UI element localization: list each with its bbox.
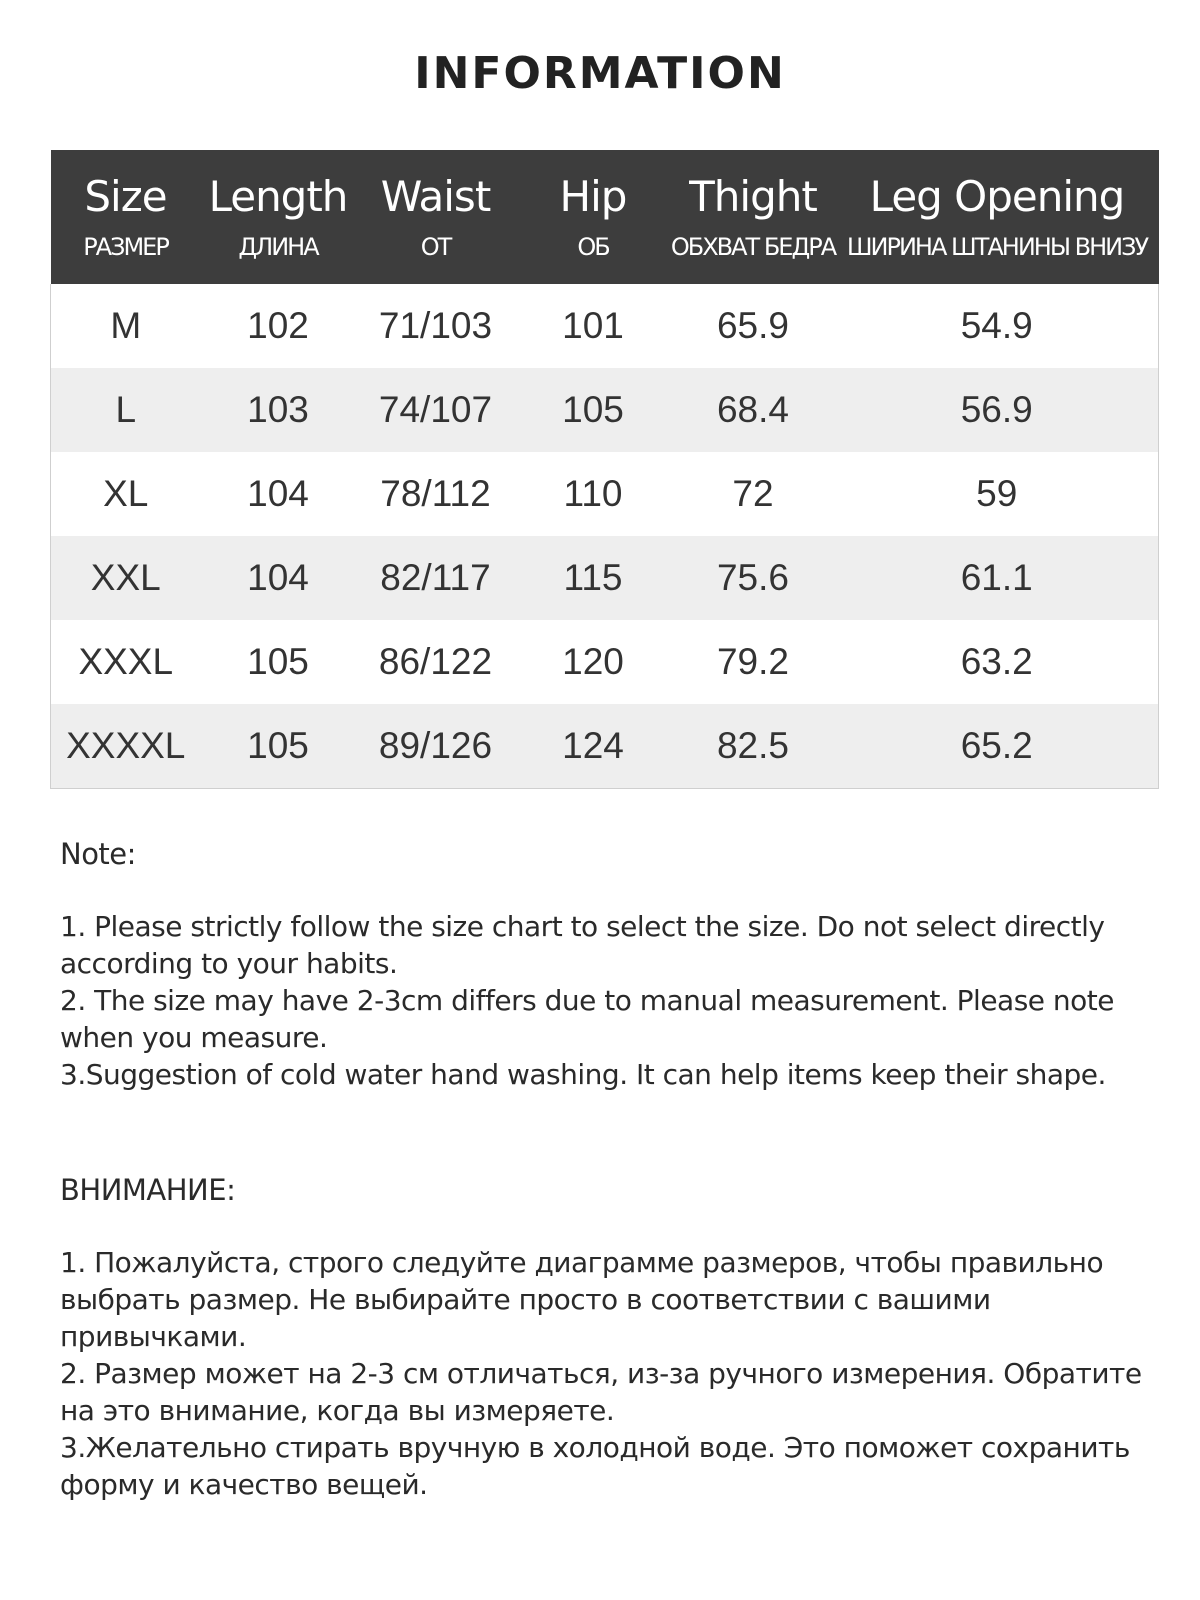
note-heading: ВНИМАНИЕ: [60, 1173, 236, 1207]
cell-size: XXXL [51, 620, 201, 704]
cell-length: 104 [201, 452, 356, 536]
cell-waist: 71/103 [356, 284, 516, 368]
cell-size: XXL [51, 536, 201, 620]
table-body [51, 284, 1159, 789]
cell-length: 102 [201, 284, 356, 368]
note-line: 2. The size may have 2-3cm differs due to manual measurement. Please note when you measure. [60, 984, 1114, 1054]
cell-size: XXXXL [51, 704, 201, 789]
cell-waist: 86/122 [356, 620, 516, 704]
header-sublabel: ОБХВАТ БЕДРА [670, 233, 836, 261]
page-title: INFORMATION [414, 48, 786, 99]
cell-thigh: 79.2 [671, 620, 836, 704]
cell-hip: 101 [516, 284, 671, 368]
cell-hip: 124 [516, 704, 671, 789]
header-label: Leg Opening [869, 172, 1125, 221]
cell-length: 103 [201, 368, 356, 452]
note-russian [60, 1172, 1150, 1503]
header-length [201, 150, 356, 284]
header-label: Waist [380, 172, 491, 221]
note-heading: Note: [60, 837, 136, 871]
table-row [51, 620, 1159, 704]
cell-length: 105 [201, 620, 356, 704]
cell-waist: 89/126 [356, 704, 516, 789]
cell-leg-opening: 54.9 [836, 284, 1159, 368]
cell-size: XL [51, 452, 201, 536]
header-label: Hip [559, 172, 627, 221]
header-sublabel: РАЗМЕР [83, 233, 168, 261]
cell-waist: 78/112 [356, 452, 516, 536]
cell-hip: 120 [516, 620, 671, 704]
header-leg-opening [836, 150, 1159, 284]
header-row [51, 150, 1159, 284]
cell-thigh: 75.6 [671, 536, 836, 620]
cell-waist: 74/107 [356, 368, 516, 452]
note-english [60, 836, 1150, 1093]
cell-leg-opening: 63.2 [836, 620, 1159, 704]
note-line: 1. Please strictly follow the size chart to select the size. Do not select directly according to your habits. [60, 910, 1105, 980]
cell-hip: 115 [516, 536, 671, 620]
table-row [51, 704, 1159, 789]
note-line: 3.Suggestion of cold water hand washing. It can help items keep their shape. [60, 1058, 1106, 1091]
note-line: 3.Желательно стирать вручную в холодной воде. Это поможет сохранить форму и качество вещей. [60, 1431, 1130, 1501]
header-sublabel: ШИРИНА ШТАНИНЫ ВНИЗУ [846, 233, 1148, 261]
header-sublabel: ОТ [420, 233, 451, 261]
cell-leg-opening: 59 [836, 452, 1159, 536]
note-line: 2. Размер может на 2-3 см отличаться, из-за ручного измерения. Обратите на это внимание, когда вы измеряете. [60, 1357, 1142, 1427]
header-label: Length [208, 172, 348, 221]
cell-waist: 82/117 [356, 536, 516, 620]
cell-thigh: 65.9 [671, 284, 836, 368]
table-row [51, 368, 1159, 452]
table-header [51, 150, 1159, 284]
header-waist [356, 150, 516, 284]
size-chart-table [50, 150, 1159, 789]
header-hip [516, 150, 671, 284]
header-label: Size [84, 172, 167, 221]
cell-leg-opening: 61.1 [836, 536, 1159, 620]
header-sublabel: ОБ [577, 233, 609, 261]
cell-leg-opening: 65.2 [836, 704, 1159, 789]
cell-hip: 110 [516, 452, 671, 536]
cell-length: 105 [201, 704, 356, 789]
cell-length: 104 [201, 536, 356, 620]
header-sublabel: ДЛИНА [238, 233, 318, 261]
header-size [51, 150, 201, 284]
table-row [51, 452, 1159, 536]
note-line: 1. Пожалуйста, строго следуйте диаграмме размеров, чтобы правильно выбрать размер. Не выбирайте просто в соответствии с вашими привычками. [60, 1246, 1104, 1353]
cell-size: M [51, 284, 201, 368]
table-row [51, 284, 1159, 368]
cell-thigh: 68.4 [671, 368, 836, 452]
cell-thigh: 72 [671, 452, 836, 536]
cell-hip: 105 [516, 368, 671, 452]
cell-leg-opening: 56.9 [836, 368, 1159, 452]
cell-thigh: 82.5 [671, 704, 836, 789]
header-thigh [671, 150, 836, 284]
cell-size: L [51, 368, 201, 452]
header-label: Thight [689, 172, 817, 221]
table-row [51, 536, 1159, 620]
